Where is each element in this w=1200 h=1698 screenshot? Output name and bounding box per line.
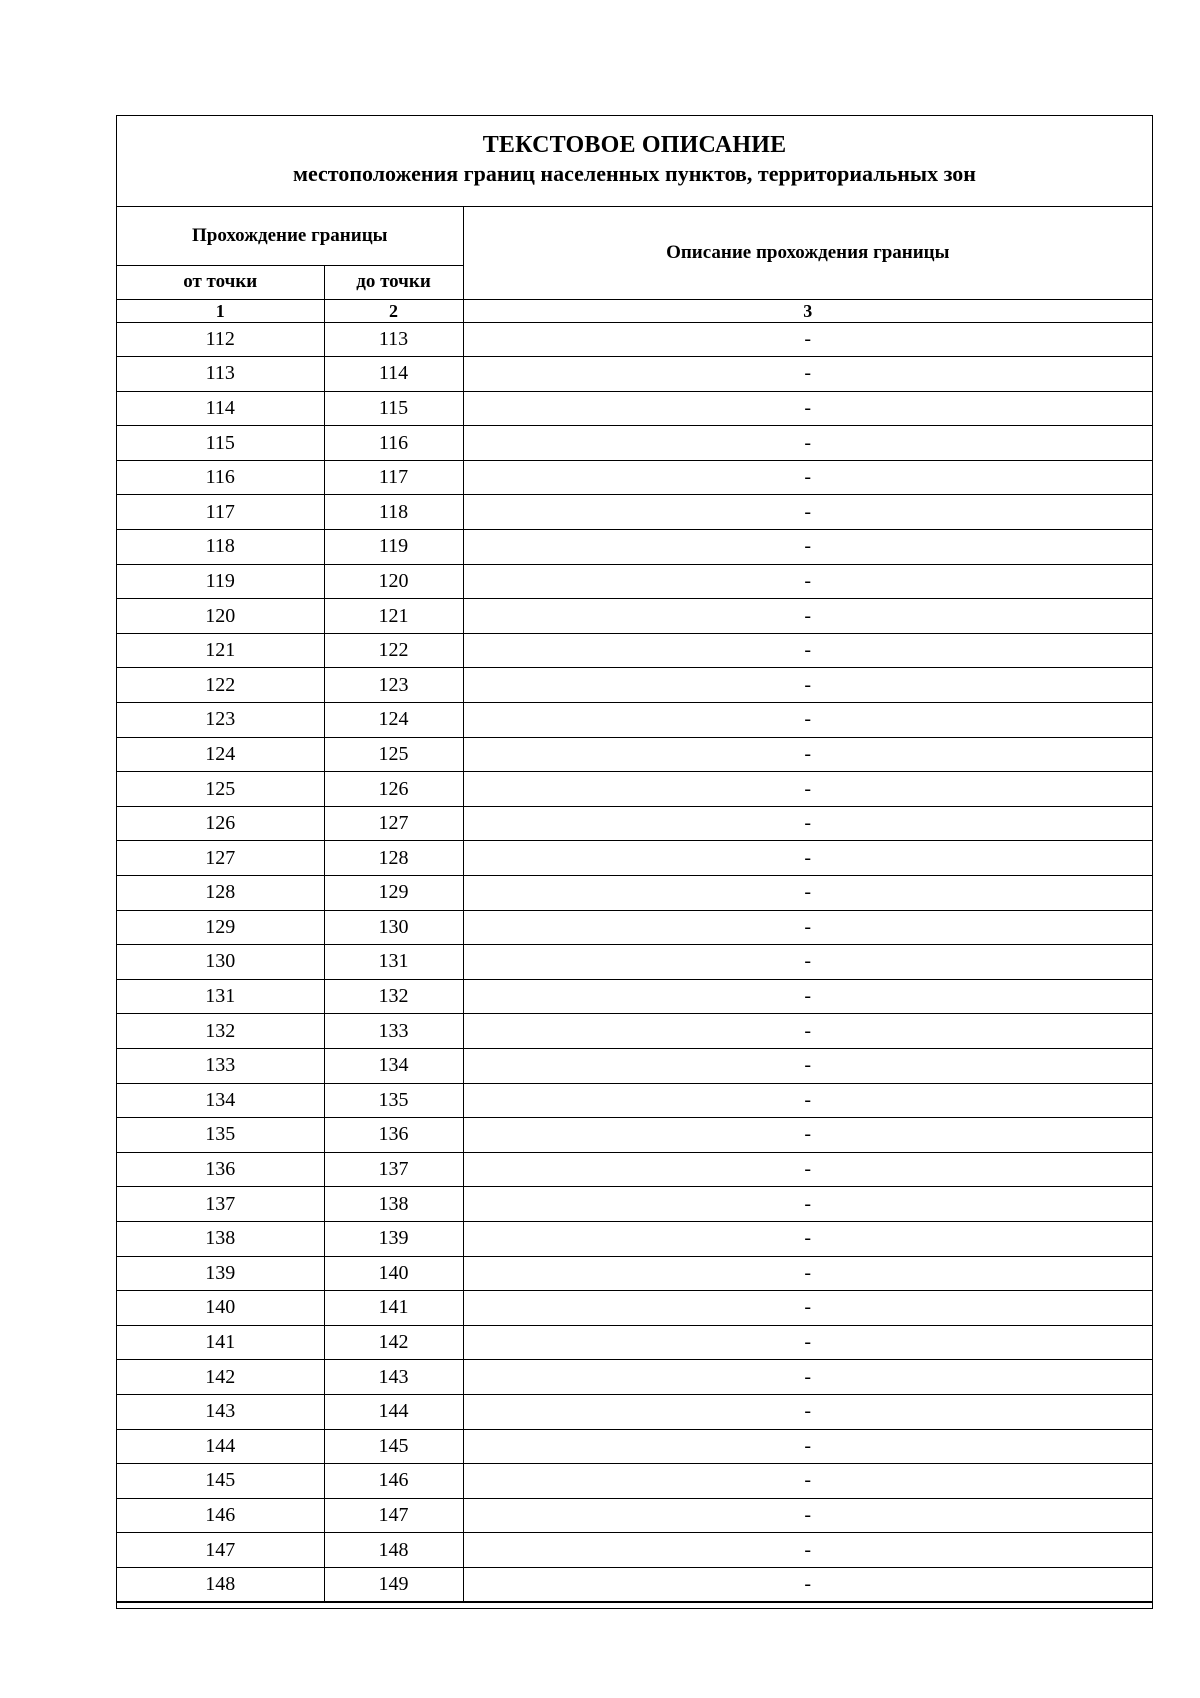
from-point-header: от точки	[117, 265, 324, 299]
description-cell: -	[463, 668, 1152, 703]
boundary-passage-header: Прохождение границы	[117, 207, 463, 265]
from-point-cell: 136	[117, 1152, 324, 1187]
description-cell: -	[463, 1498, 1152, 1533]
to-point-cell: 147	[324, 1498, 463, 1533]
description-cell: -	[463, 1567, 1152, 1602]
document-sheet	[116, 115, 1153, 1609]
table-row	[117, 1567, 1152, 1602]
description-cell: -	[463, 945, 1152, 980]
table-row	[117, 1533, 1152, 1568]
description-cell: -	[463, 460, 1152, 495]
from-point-cell: 137	[117, 1187, 324, 1222]
from-point-cell: 116	[117, 460, 324, 495]
table-row	[117, 530, 1152, 565]
to-point-header: до точки	[324, 265, 463, 299]
from-point-cell: 127	[117, 841, 324, 876]
to-point-cell: 126	[324, 772, 463, 807]
to-point-cell: 123	[324, 668, 463, 703]
to-point-cell: 113	[324, 322, 463, 357]
from-point-cell: 113	[117, 357, 324, 392]
table-body	[117, 322, 1152, 1602]
from-point-cell: 142	[117, 1360, 324, 1395]
description-cell: -	[463, 979, 1152, 1014]
table-row	[117, 1291, 1152, 1326]
column-number-3: 3	[463, 299, 1152, 322]
to-point-cell: 143	[324, 1360, 463, 1395]
from-point-cell: 130	[117, 945, 324, 980]
to-point-cell: 130	[324, 910, 463, 945]
to-point-cell: 133	[324, 1014, 463, 1049]
to-point-cell: 127	[324, 806, 463, 841]
description-cell: -	[463, 564, 1152, 599]
table-row	[117, 806, 1152, 841]
from-point-cell: 115	[117, 426, 324, 461]
to-point-cell: 131	[324, 945, 463, 980]
description-cell: -	[463, 1221, 1152, 1256]
table-row	[117, 841, 1152, 876]
from-point-cell: 128	[117, 876, 324, 911]
table-bottom-rule	[117, 1602, 1152, 1608]
from-point-cell: 124	[117, 737, 324, 772]
description-cell: -	[463, 876, 1152, 911]
from-point-cell: 144	[117, 1429, 324, 1464]
to-point-cell: 116	[324, 426, 463, 461]
to-point-cell: 137	[324, 1152, 463, 1187]
description-cell: -	[463, 1187, 1152, 1222]
table-row	[117, 1429, 1152, 1464]
table-row	[117, 391, 1152, 426]
description-cell: -	[463, 1394, 1152, 1429]
description-cell: -	[463, 772, 1152, 807]
table-row	[117, 1118, 1152, 1153]
description-cell: -	[463, 910, 1152, 945]
to-point-cell: 129	[324, 876, 463, 911]
to-point-cell: 146	[324, 1464, 463, 1499]
table-row	[117, 979, 1152, 1014]
description-cell: -	[463, 1118, 1152, 1153]
from-point-cell: 114	[117, 391, 324, 426]
table-row	[117, 495, 1152, 530]
description-cell: -	[463, 495, 1152, 530]
to-point-cell: 117	[324, 460, 463, 495]
description-cell: -	[463, 703, 1152, 738]
description-cell: -	[463, 599, 1152, 634]
from-point-cell: 138	[117, 1221, 324, 1256]
from-point-cell: 126	[117, 806, 324, 841]
description-cell: -	[463, 1152, 1152, 1187]
to-point-cell: 138	[324, 1187, 463, 1222]
table-row	[117, 1221, 1152, 1256]
table-row	[117, 772, 1152, 807]
to-point-cell: 125	[324, 737, 463, 772]
description-cell: -	[463, 1256, 1152, 1291]
table-row	[117, 1325, 1152, 1360]
from-point-cell: 120	[117, 599, 324, 634]
from-point-cell: 140	[117, 1291, 324, 1326]
description-cell: -	[463, 841, 1152, 876]
from-point-cell: 119	[117, 564, 324, 599]
table-row	[117, 910, 1152, 945]
to-point-cell: 115	[324, 391, 463, 426]
from-point-cell: 143	[117, 1394, 324, 1429]
description-cell: -	[463, 1429, 1152, 1464]
to-point-cell: 132	[324, 979, 463, 1014]
to-point-cell: 136	[324, 1118, 463, 1153]
table-row	[117, 599, 1152, 634]
from-point-cell: 134	[117, 1083, 324, 1118]
table-header	[117, 207, 1152, 322]
table-row	[117, 633, 1152, 668]
from-point-cell: 117	[117, 495, 324, 530]
to-point-cell: 140	[324, 1256, 463, 1291]
table-row	[117, 460, 1152, 495]
table-row	[117, 876, 1152, 911]
to-point-cell: 144	[324, 1394, 463, 1429]
to-point-cell: 142	[324, 1325, 463, 1360]
to-point-cell: 128	[324, 841, 463, 876]
table-row	[117, 357, 1152, 392]
from-point-cell: 132	[117, 1014, 324, 1049]
description-cell: -	[463, 1291, 1152, 1326]
to-point-cell: 122	[324, 633, 463, 668]
from-point-cell: 112	[117, 322, 324, 357]
from-point-cell: 141	[117, 1325, 324, 1360]
table-row	[117, 668, 1152, 703]
from-point-cell: 133	[117, 1048, 324, 1083]
table-row	[117, 945, 1152, 980]
document-title: ТЕКСТОВОЕ ОПИСАНИЕ	[482, 132, 787, 158]
title-block	[117, 116, 1152, 207]
table-row	[117, 1152, 1152, 1187]
table-row	[117, 1360, 1152, 1395]
description-cell: -	[463, 633, 1152, 668]
description-cell: -	[463, 1083, 1152, 1118]
from-point-cell: 146	[117, 1498, 324, 1533]
from-point-cell: 145	[117, 1464, 324, 1499]
description-header: Описание прохождения границы	[463, 207, 1152, 299]
table-row	[117, 1048, 1152, 1083]
description-cell: -	[463, 357, 1152, 392]
to-point-cell: 120	[324, 564, 463, 599]
table-row	[117, 737, 1152, 772]
table-row	[117, 1083, 1152, 1118]
to-point-cell: 148	[324, 1533, 463, 1568]
to-point-cell: 121	[324, 599, 463, 634]
from-point-cell: 147	[117, 1533, 324, 1568]
to-point-cell: 149	[324, 1567, 463, 1602]
to-point-cell: 118	[324, 495, 463, 530]
description-cell: -	[463, 391, 1152, 426]
to-point-cell: 134	[324, 1048, 463, 1083]
from-point-cell: 139	[117, 1256, 324, 1291]
table-row	[117, 1464, 1152, 1499]
from-point-cell: 121	[117, 633, 324, 668]
description-cell: -	[463, 1464, 1152, 1499]
description-cell: -	[463, 530, 1152, 565]
description-cell: -	[463, 737, 1152, 772]
to-point-cell: 114	[324, 357, 463, 392]
description-cell: -	[463, 1325, 1152, 1360]
table-row	[117, 1498, 1152, 1533]
column-number-1: 1	[117, 299, 324, 322]
table-row	[117, 564, 1152, 599]
from-point-cell: 135	[117, 1118, 324, 1153]
table-row	[117, 1256, 1152, 1291]
description-cell: -	[463, 1533, 1152, 1568]
column-number-2: 2	[324, 299, 463, 322]
to-point-cell: 119	[324, 530, 463, 565]
table-row	[117, 1187, 1152, 1222]
table-row	[117, 426, 1152, 461]
from-point-cell: 148	[117, 1567, 324, 1602]
boundary-table	[117, 207, 1152, 1602]
to-point-cell: 124	[324, 703, 463, 738]
from-point-cell: 129	[117, 910, 324, 945]
table-row	[117, 1014, 1152, 1049]
table-row	[117, 1394, 1152, 1429]
to-point-cell: 141	[324, 1291, 463, 1326]
description-cell: -	[463, 1360, 1152, 1395]
from-point-cell: 118	[117, 530, 324, 565]
document-subtitle: местоположения границ населенных пунктов, территориальных зон	[293, 161, 976, 186]
description-cell: -	[463, 322, 1152, 357]
description-cell: -	[463, 1014, 1152, 1049]
description-cell: -	[463, 806, 1152, 841]
description-cell: -	[463, 1048, 1152, 1083]
table-row	[117, 703, 1152, 738]
to-point-cell: 145	[324, 1429, 463, 1464]
to-point-cell: 135	[324, 1083, 463, 1118]
from-point-cell: 131	[117, 979, 324, 1014]
description-cell: -	[463, 426, 1152, 461]
to-point-cell: 139	[324, 1221, 463, 1256]
table-row	[117, 322, 1152, 357]
from-point-cell: 123	[117, 703, 324, 738]
from-point-cell: 125	[117, 772, 324, 807]
from-point-cell: 122	[117, 668, 324, 703]
